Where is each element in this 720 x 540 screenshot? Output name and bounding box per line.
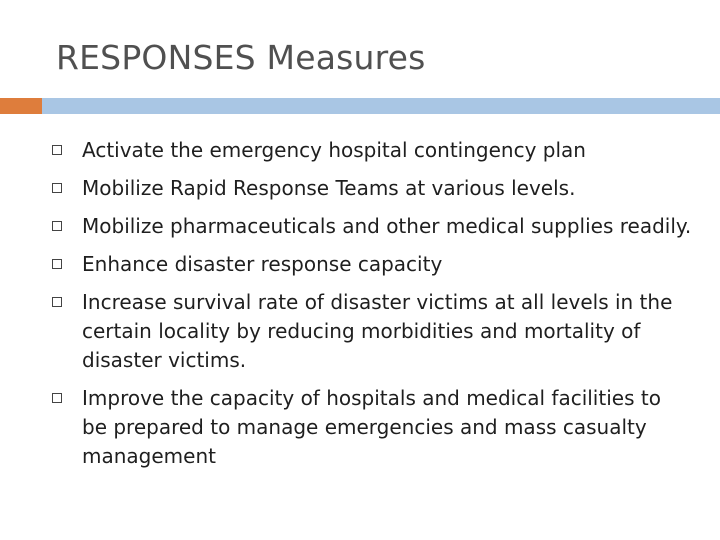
slide-title: RESPONSES Measures bbox=[56, 38, 426, 77]
square-bullet-icon bbox=[52, 183, 62, 193]
bullet-text: Mobilize Rapid Response Teams at various levels. bbox=[82, 176, 576, 200]
bullet-item bbox=[52, 212, 692, 241]
bullet-item bbox=[52, 136, 692, 165]
bullet-item bbox=[52, 174, 692, 203]
accent-orange-block bbox=[0, 98, 42, 114]
square-bullet-icon bbox=[52, 297, 62, 307]
bullet-item bbox=[52, 250, 692, 279]
square-bullet-icon bbox=[52, 393, 62, 403]
square-bullet-icon bbox=[52, 145, 62, 155]
bullet-text: Improve the capacity of hospitals and medical facilities to be prepared to manage emergencies and mass casualty management bbox=[82, 386, 661, 468]
bullet-item bbox=[52, 384, 692, 471]
bullet-list bbox=[52, 136, 692, 480]
bullet-text: Increase survival rate of disaster victims at all levels in the certain locality by reducing morbidities and mortality of disaster victims. bbox=[82, 290, 673, 372]
bullet-text: Activate the emergency hospital contingency plan bbox=[82, 138, 586, 162]
square-bullet-icon bbox=[52, 221, 62, 231]
bullet-text: Mobilize pharmaceuticals and other medical supplies readily. bbox=[82, 214, 692, 238]
bullet-item bbox=[52, 288, 692, 375]
square-bullet-icon bbox=[52, 259, 62, 269]
header-accent-bar bbox=[0, 98, 720, 114]
bullet-text: Enhance disaster response capacity bbox=[82, 252, 443, 276]
